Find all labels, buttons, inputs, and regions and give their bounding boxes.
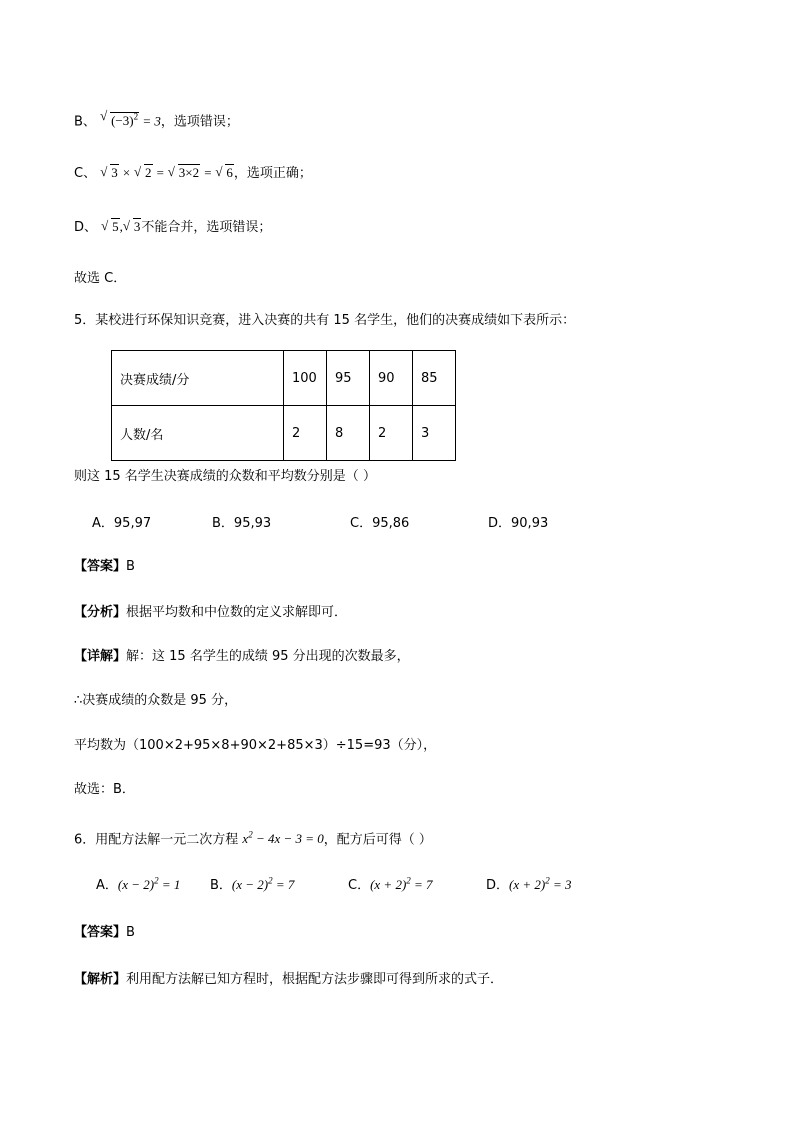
answer-value: B	[126, 559, 135, 574]
option-d-explanation: D、 √ 5,√ 3不能合并，选项错误；	[74, 218, 271, 237]
verdict: ，选项错误；	[160, 114, 239, 130]
verdict: ，选项正确；	[233, 166, 312, 181]
option-label: D．	[486, 878, 510, 893]
sqrt-c	[168, 164, 200, 182]
q5-detail-line2: ∴决赛成绩的众数是 95 分，	[74, 693, 238, 708]
sqrt-b	[134, 164, 153, 182]
table-row	[112, 406, 456, 461]
label-d: D、	[74, 220, 98, 235]
option-label: D．	[488, 516, 512, 531]
table-cell: 2	[370, 406, 413, 461]
equation	[242, 831, 323, 846]
q5-detail	[74, 648, 410, 666]
option-label: C．	[348, 878, 371, 893]
analysis-tag: 【分析】	[74, 605, 127, 620]
option-rhs: = 7	[410, 877, 433, 892]
label-b: B、	[74, 114, 96, 130]
q6-answer	[74, 924, 135, 942]
prev-conclusion: 故选 C．	[74, 271, 127, 286]
q5-answer	[74, 558, 135, 576]
exponent: 2	[248, 830, 253, 840]
option-base: (x − 2)	[231, 877, 269, 892]
q5-option-d	[488, 512, 548, 531]
option-label: C．	[350, 516, 373, 531]
option-base: (x + 2)	[509, 877, 546, 892]
radicand-b: 3	[133, 219, 141, 234]
verdict: 不能合并，选项错误；	[141, 220, 272, 235]
table-cell: 90	[370, 351, 413, 406]
sqrt-d	[215, 164, 234, 182]
radicand-b: 2	[145, 165, 152, 180]
q6-analysis	[74, 971, 503, 989]
q5-question: 则这 15 名学生决赛成绩的众数和平均数分别是（ ）	[74, 469, 376, 484]
option-rhs: = 7	[272, 877, 295, 892]
radicand: (−3)	[111, 113, 134, 129]
option-text: 95,93	[233, 516, 272, 531]
option-base: (x − 2)	[117, 877, 155, 892]
analysis-text: 利用配方法解已知方程时，根据配方法步骤即可得到所求的式子．	[126, 972, 504, 987]
stem-suffix: ，配方后可得（ ）	[323, 832, 432, 848]
analysis-tag: 【解析】	[74, 972, 127, 987]
label-c: C、	[74, 166, 97, 181]
option-text: 95,86	[372, 516, 410, 531]
radicand-a: 5	[112, 219, 119, 234]
q6-option-d	[486, 874, 572, 893]
option-label: B．	[210, 878, 232, 893]
option-rhs: = 1	[158, 877, 181, 892]
option-rhs: = 3	[549, 877, 572, 892]
rhs: = 3	[139, 113, 161, 129]
score-table	[111, 350, 456, 461]
option-c-explanation: C、 √ 3 × √ 2 = √ 3×2 = √ 6，选项正确；	[74, 164, 312, 183]
table-cell: 2	[284, 406, 327, 461]
option-base: (x + 2)	[370, 877, 407, 892]
radicand-d: 6	[226, 165, 233, 180]
option-text: 90,93	[511, 516, 549, 531]
option-exponent: 2	[545, 875, 550, 886]
analysis-text: 根据平均数和中位数的定义求解即可．	[126, 605, 348, 620]
option-label: B．	[212, 516, 234, 531]
option-exponent: 2	[268, 875, 273, 886]
table-cell: 85	[413, 351, 456, 406]
table-cell: 决赛成绩/分	[112, 351, 284, 406]
q5-option-b	[212, 512, 271, 531]
option-label: A．	[96, 878, 118, 893]
q6-option-a	[96, 874, 180, 893]
q6-stem	[74, 826, 432, 849]
answer-tag: 【答案】	[74, 925, 127, 940]
q5-detail-line3: 平均数为（100×2+95×8+90×2+85×3）÷15=93（分），	[74, 738, 437, 753]
detail-tag: 【详解】	[74, 649, 127, 664]
radicand-c: 3×2	[178, 165, 200, 180]
q5-option-c	[350, 512, 409, 531]
sqrt-expression	[100, 108, 139, 130]
q5-stem: 5．某校进行环保知识竞赛，进入决赛的共有 15 名学生，他们的决赛成绩如下表所示：	[74, 313, 576, 328]
sqrt-a	[100, 164, 119, 182]
stem-prefix: 6．用配方法解一元二次方程	[74, 832, 243, 848]
option-b-explanation	[74, 108, 239, 131]
sqrt-b	[123, 218, 142, 236]
q5-analysis	[74, 604, 347, 622]
table-cell: 3	[413, 406, 456, 461]
option-exponent: 2	[406, 875, 411, 886]
q6-option-c	[348, 874, 433, 893]
answer-value: B	[126, 925, 135, 940]
q5-detail-line4: 故选：B．	[74, 782, 135, 797]
var-x: x	[242, 831, 249, 847]
equation-rest: − 4x − 3 = 0	[252, 831, 324, 847]
option-label: A．	[92, 516, 114, 531]
option-text: 95,97	[113, 516, 152, 531]
exponent: 2	[133, 112, 139, 122]
detail-text: 解：这 15 名学生的成绩 95 分出现的次数最多，	[126, 649, 410, 664]
table-row	[112, 351, 456, 406]
sqrt-a	[101, 218, 120, 236]
q5-option-a	[92, 512, 151, 531]
radicand-a: 3	[111, 165, 118, 180]
table-cell: 人数/名	[112, 406, 284, 461]
table-cell: 100	[284, 351, 327, 406]
table-cell: 95	[327, 351, 370, 406]
table-cell: 8	[327, 406, 370, 461]
answer-tag: 【答案】	[74, 559, 127, 574]
option-exponent: 2	[154, 875, 159, 886]
q6-option-b	[210, 874, 294, 893]
